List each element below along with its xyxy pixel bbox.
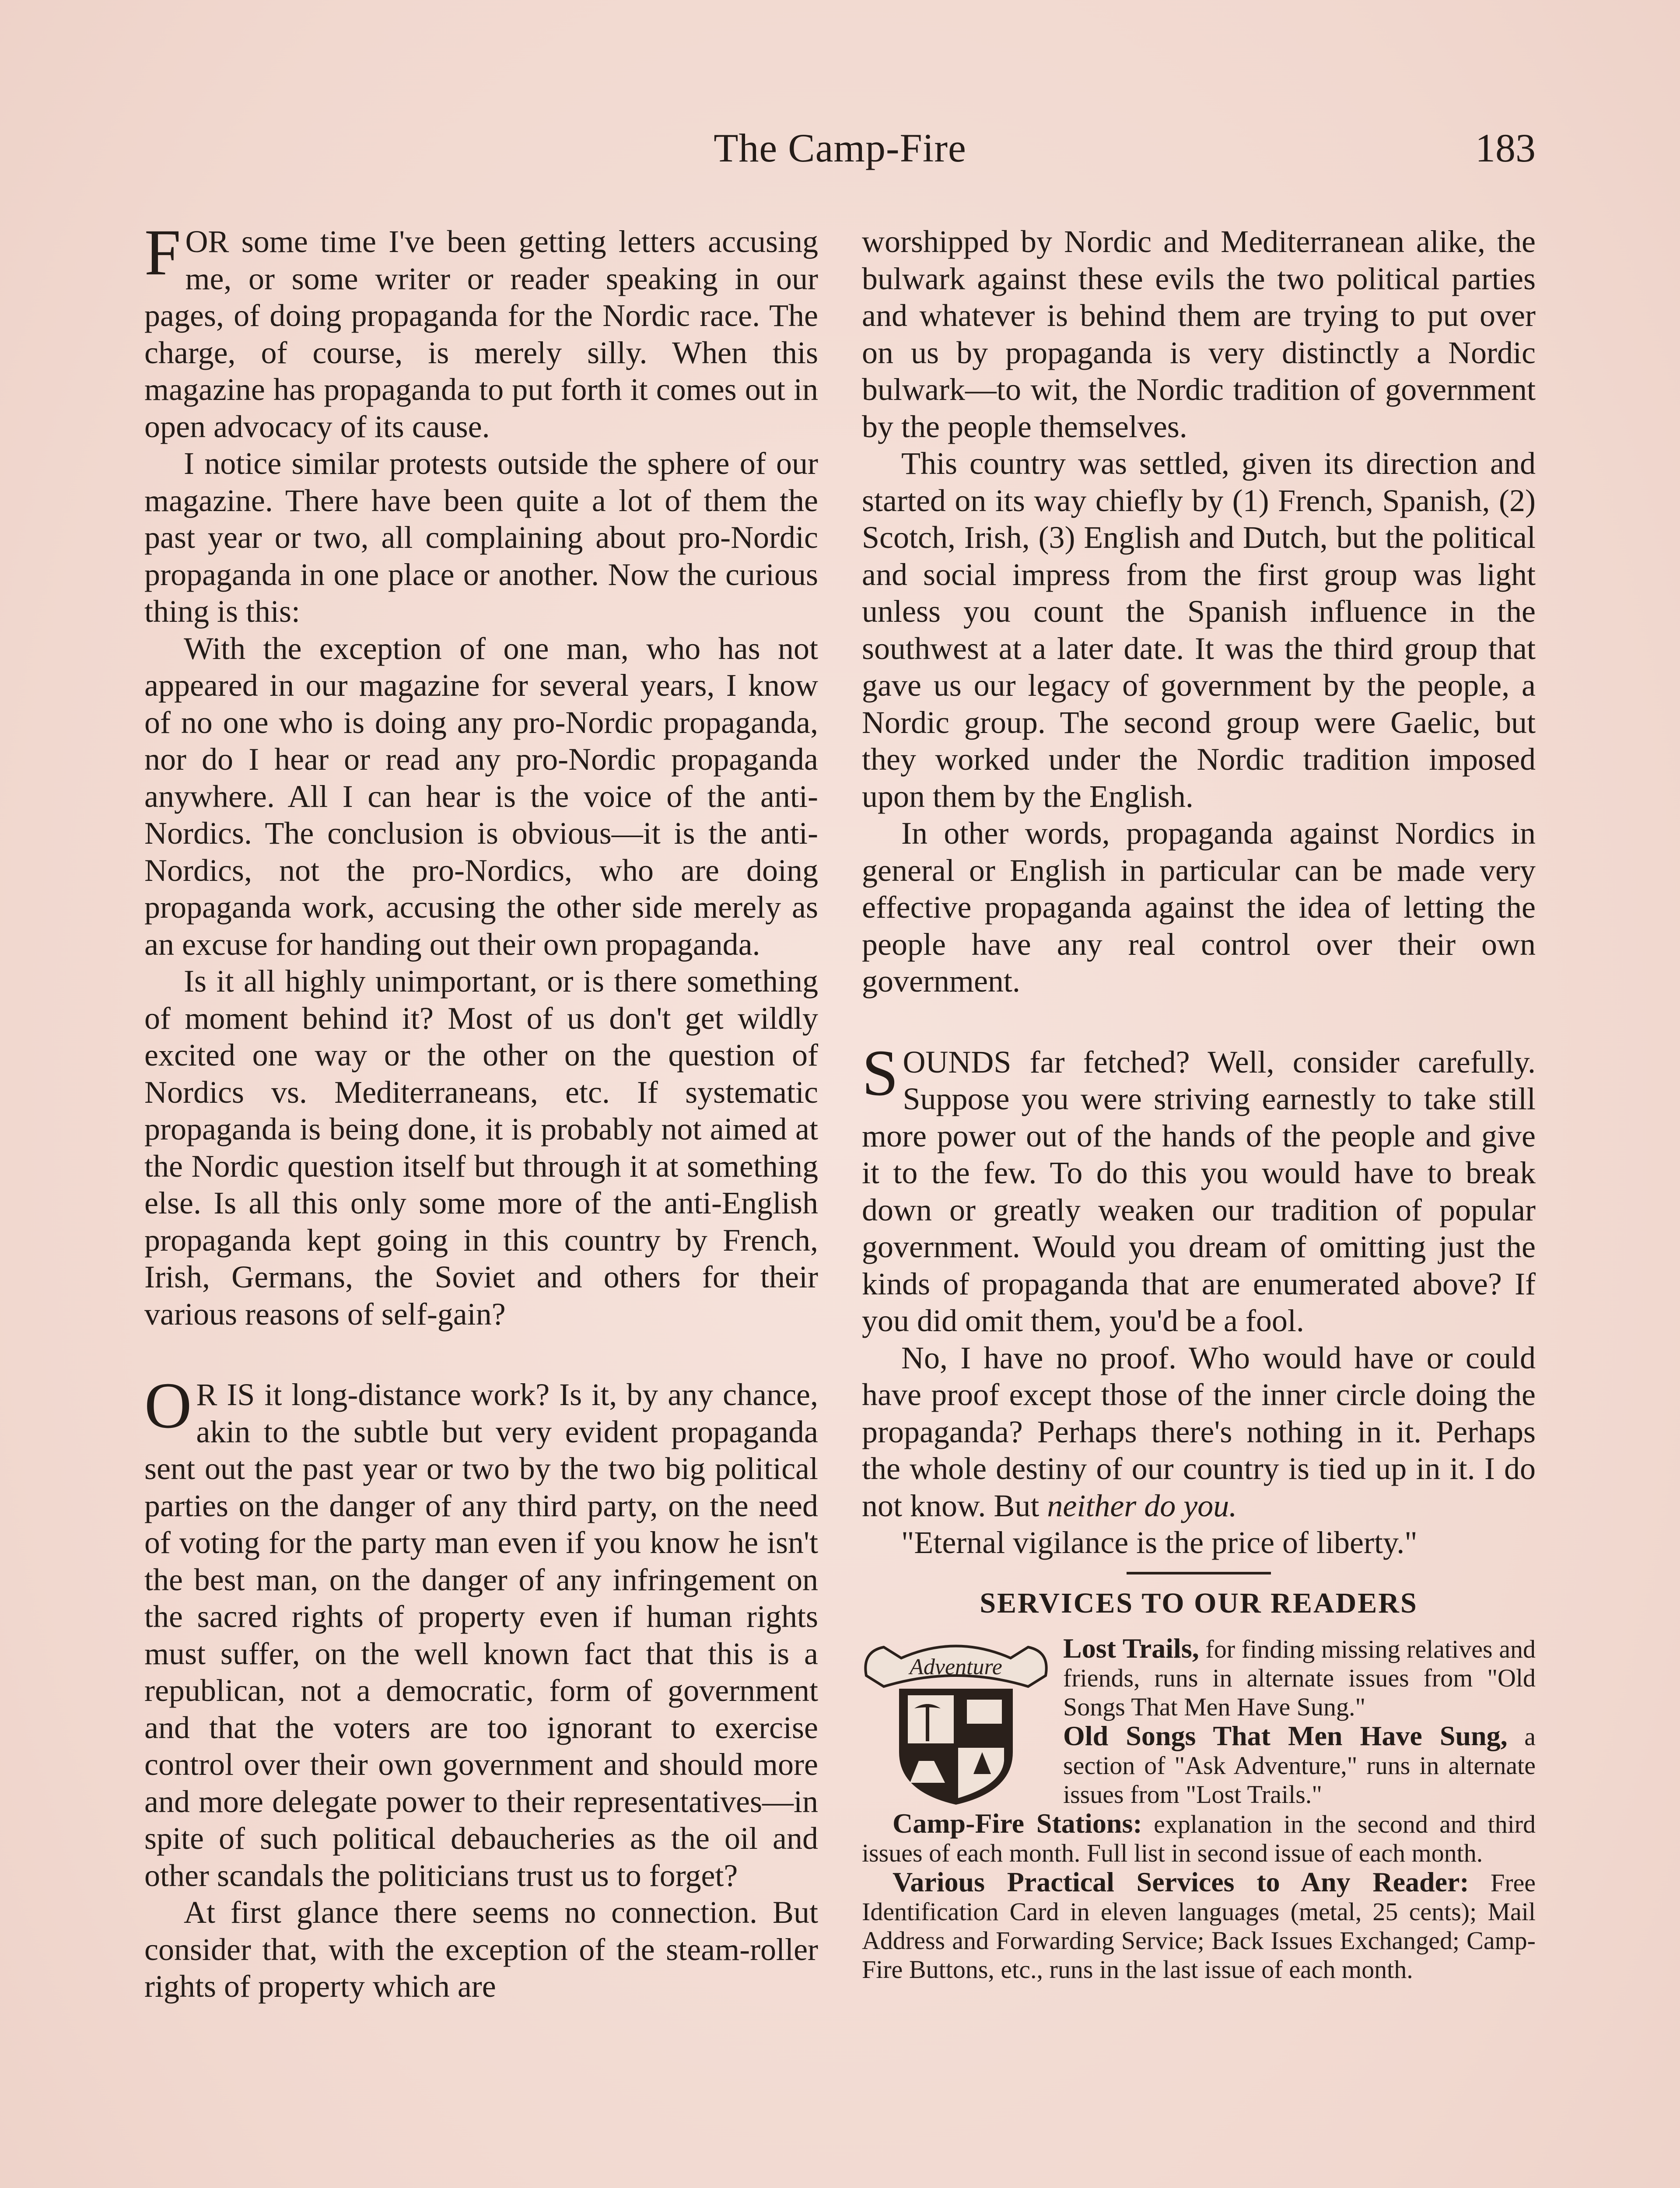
paragraph [862,1036,1536,1339]
service-heading: Camp-Fire Stations: [892,1807,1142,1839]
paragraph: At first glance there seems no connection. But consider that, with the exception of the steam-roller rights of property which are [144,1895,818,2004]
paragraph: In other words, propaganda against Nordics in general or English in particular can be made very effective propaganda against the idea of letting the people have any real control over their own government. [862,816,1536,999]
paragraph [862,1339,1536,1525]
paragraph: worshipped by Nordic and Mediterranean alike, the bulwark against these evils the two political parties and whatever is behind them are trying to put over on us by propaganda is very distinctly a Nordic bulwark—to wit, the Nordic tradition of government by the people themselves. [862,224,1536,444]
page-title: The Camp-Fire [714,126,966,170]
paragraph-text: OR some time I've been getting letters accusing me, or some writer or reader speaking in our pages, of doing propaganda for the Nordic race. The charge, of course, is merely silly. When this magazine has propaganda to put forth it comes out in open advocacy of its cause. [144,224,818,444]
emblem-text: Adventure [910,1654,1002,1680]
paragraph-text: No, I have no proof. Who would have or could have proof except those of the inner circle doing the propaganda? Perhaps there's nothing in it. Perhaps the whole destiny of our country is tied up in it. I do not know. But [862,1340,1536,1523]
service-heading: Old Songs That Men Have Sung, [1063,1720,1508,1751]
right-column [862,223,1536,1984]
paragraph-text: OUNDS far fetched? Well, consider carefully. Suppose you were striving earnestly to take still more power out of the hands of the people and give it to the few. To do this you would have to break down or greatly weaken our tradition of popular government. Would you dream of omitting just the kinds of propaganda that are enumerated above? If you did omit them, you'd be a fool. [862,1044,1536,1338]
services-title: SERVICES TO OUR READERS [980,1587,1418,1619]
paragraph: Is it all highly unimportant, or is there something of moment behind it? Most of us don't get wildly excited one way or the other on the question of Nordics vs. Mediterraneans, etc. If systematic propaganda is being done, it is probably not aimed at the Nordic question itself but through it at something else. Is all this only some more of the anti-English propaganda kept going in this country by French, Irish, Germans, the Soviet and others for their various reasons of self-gain? [144,964,818,1332]
adventure-shield-icon [858,1634,1054,1809]
page-number: 183 [1475,126,1536,170]
section-divider [1127,1572,1271,1574]
service-text: a section of "Ask Adventure," runs in alternate issues from "Lost Trails." [1063,1722,1536,1809]
paragraph [144,1369,818,1894]
services-box [862,1586,1536,1984]
service-heading: Lost Trails, [1063,1632,1199,1664]
service-text: for finding missing relatives and friends, runs in alternate issues from "Old Songs That Men Have Sung." [1063,1634,1536,1721]
services-list [862,1634,1536,1984]
paragraph: This country was settled, given its direction and started on its way chiefly by (1) French, Spanish, (2) Scotch, Irish, (3) English and Dutch, but the political and social impress from the first group was light unless you count the Spanish influence in the southwest at a later date. It was the third group that gave us our legacy of government by the people, a Nordic group. The second group were Gaelic, but they worked under the Nordic tradition imposed upon them by the English. [862,446,1536,814]
drop-cap: O [144,1369,192,1442]
service-text: Free Identification Card in eleven languages (metal, 25 cents); Mail Address and Forwarding Service; Back Issues Exchanged; Camp-Fire Buttons, etc., runs in the last issue of each month. [862,1868,1536,1984]
paragraph-text: R IS it long-distance work? Is it, by any chance, akin to the subtle but very evident propaganda sent out the past year or two by the two big political parties on the danger of any third party, on the need of voting for the party man even if you know he isn't the best man, on the danger of any infringement on the sacred rights of property even if human rights must suffer, on the well known fact that this is a republican, not a democratic, form of government and that the voters are too ignorant to exercise control over their own government and should more and more delegate power to their representatives—in spite of such political debaucheries as the oil and other scandals the politicians trust us to forget? [144,1377,818,1893]
service-text: explanation in the second and third issues of each month. Full list in second issue of each month. [862,1809,1536,1867]
emphasis-text: neither do you. [1047,1488,1237,1523]
service-item [862,1868,1536,1984]
left-column [144,216,818,2005]
paragraph: With the exception of one man, who has not appeared in our magazine for several years, I know of no one who is doing any pro-Nordic propaganda, nor do I hear or read any pro-Nordic propaganda anywhere. All I can hear is the voice of the anti-Nordics. The conclusion is obvious—it is the anti-Nordics, not the pro-Nordics, who are doing propaganda work, accusing the other side merely as an excuse for handing out their own propaganda. [144,631,818,962]
paragraph [144,216,818,445]
service-heading: Various Practical Services to Any Reader: [892,1866,1469,1897]
service-item [862,1809,1536,1868]
drop-cap: S [862,1036,899,1109]
paragraph: "Eternal vigilance is the price of liberty." [901,1525,1418,1560]
paragraph: I notice similar protests outside the sphere of our magazine. There have been quite a lot of them the past year or two, all complaining about pro-Nordic propaganda in one place or another. Now the curious thing is this: [144,446,818,629]
running-head [144,125,1536,182]
drop-cap: F [144,216,181,289]
